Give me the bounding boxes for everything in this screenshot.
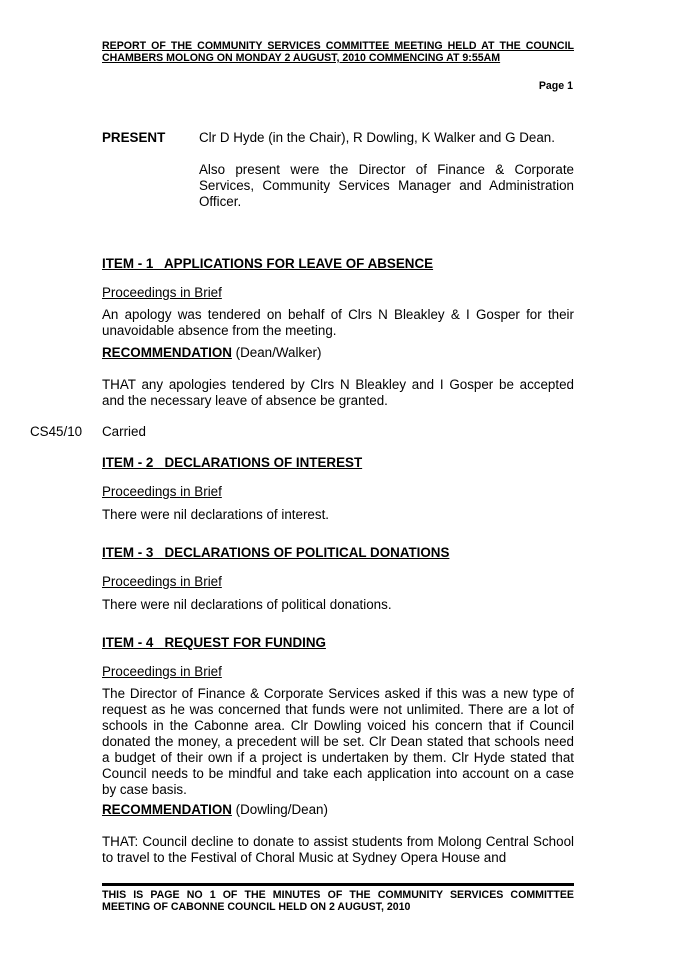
report-header-title: REPORT OF THE COMMUNITY SERVICES COMMITTEE MEETING HELD AT THE COUNCIL CHAMBERS MOLONG ON MONDAY 2 AUGUST, 2010 COMMENCING AT 9:55AM (102, 40, 574, 64)
item-2-heading: ITEM - 2 DECLARATIONS OF INTEREST (102, 455, 363, 470)
item-1-recommendation-text: THAT any apologies tendered by Clrs N Bleakley and I Gosper be accepted and the necessary leave of absence be granted. (102, 377, 574, 408)
item-1-subheading: Proceedings in Brief (102, 285, 222, 300)
recommendation-movers: (Dean/Walker) (231, 345, 322, 360)
page-footer: THIS IS PAGE NO 1 OF THE MINUTES OF THE COMMUNITY SERVICES COMMITTEE MEETING OF CABONNE COUNCIL HELD ON 2 AUGUST, 2010 (102, 889, 574, 913)
item-4-heading: ITEM - 4 REQUEST FOR FUNDING (102, 635, 326, 650)
present-also: Also present were the Director of Finance & Corporate Services, Community Services Manager and Administration Officer. (199, 162, 574, 209)
item-2-text: There were nil declarations of interest. (102, 507, 330, 522)
item-4-recommendation (102, 802, 328, 818)
resolution-number: CS45/10 (30, 424, 83, 439)
item-3-subheading: Proceedings in Brief (102, 574, 222, 589)
item-4-subheading: Proceedings in Brief (102, 664, 222, 679)
recommendation-movers: (Dowling/Dean) (231, 802, 328, 817)
item-1-text: An apology was tendered on behalf of Clrs N Bleakley & I Gosper for their unavoidable absence from the meeting. (102, 307, 574, 338)
resolution-status: Carried (102, 424, 146, 439)
item-4-recommendation-text: THAT: Council decline to donate to assist students from Molong Central School to travel to the Festival of Choral Music at Sydney Opera House and (102, 834, 574, 865)
footer-divider (102, 883, 574, 886)
item-2-subheading: Proceedings in Brief (102, 484, 222, 499)
item-1-heading: ITEM - 1 APPLICATIONS FOR LEAVE OF ABSENCE (102, 256, 434, 271)
recommendation-label: RECOMMENDATION (102, 345, 232, 360)
item-3-text: There were nil declarations of political donations. (102, 597, 392, 612)
present-label: PRESENT (102, 130, 166, 145)
present-members: Clr D Hyde (in the Chair), R Dowling, K Walker and G Dean. (199, 130, 555, 145)
page-number: Page 1 (538, 80, 573, 92)
recommendation-label: RECOMMENDATION (102, 802, 232, 817)
item-3-heading: ITEM - 3 DECLARATIONS OF POLITICAL DONATIONS (102, 545, 450, 560)
item-4-text: The Director of Finance & Corporate Services asked if this was a new type of request as he was concerned that funds were not unlimited. There are a lot of schools in the Cabonne area. Clr Dowling voiced his concern that if Council donated the money, a precedent will be set. Clr Dean stated that schools need a budget of their own if a project is undertaken by them. Clr Hyde stated that Council needs to be mindful and take each application into account on a case by case basis. (102, 686, 574, 797)
item-1-recommendation (102, 345, 321, 361)
